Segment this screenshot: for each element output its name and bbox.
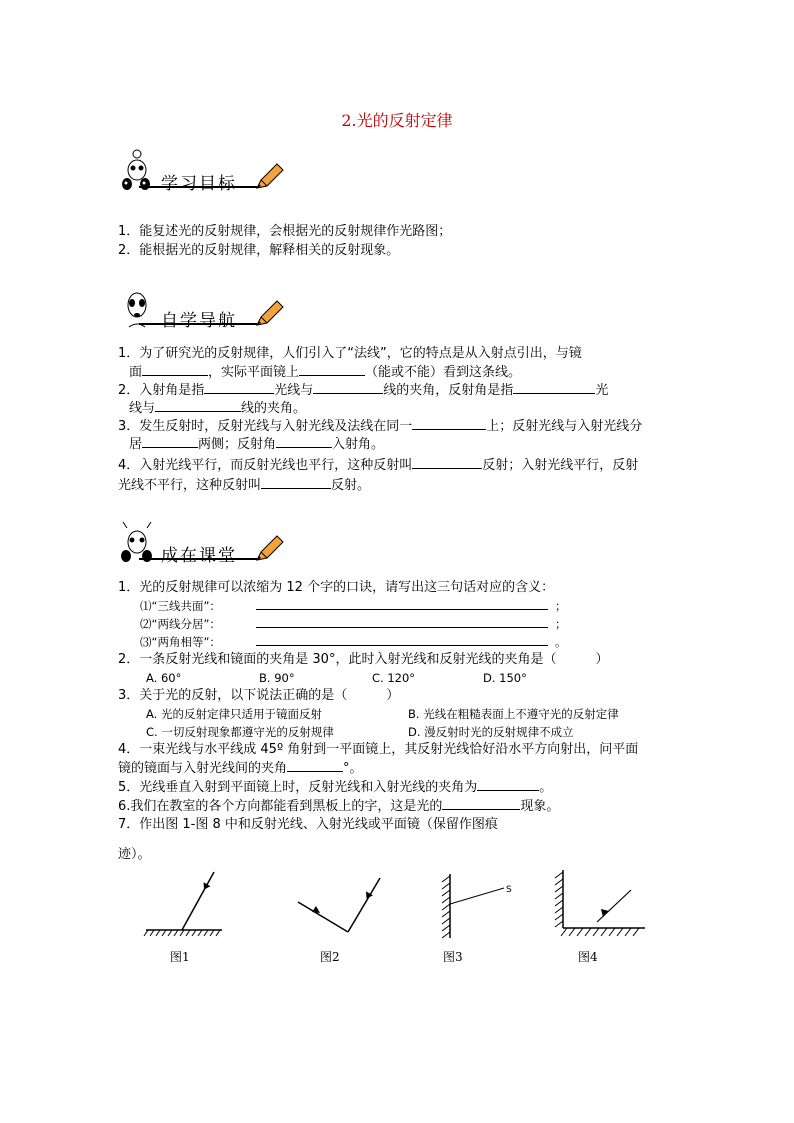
- answer-blank: [477, 778, 539, 791]
- punctuation: 。: [555, 635, 567, 649]
- classroom-q7-line1: 7．作出图 1-图 8 中和反射光线、入射光线或平面镜（保留作图痕: [118, 817, 498, 832]
- self-study-q1-line2: 面 ，实际平面镜上 （能或不能）看到这条线。: [129, 365, 522, 380]
- page-title: 2.光的反射定律: [341, 111, 453, 130]
- self-study-q3-line1: 3．发生反射时，反射光线与入射光线及法线在同一 上；反射光线与入射光线分: [118, 419, 643, 434]
- option: A. 60°: [146, 671, 182, 685]
- goal-item: 1．能复述光的反射规律，会根据光的反射规律作光路图；: [118, 224, 452, 239]
- classroom-q4-line1: 4．一束光线与水平线成 45º 角射到一平面镜上，其反射光线恰好沿水平方向射出，问平面: [118, 742, 639, 757]
- answer-blank: [261, 476, 331, 489]
- answer-line: [256, 627, 548, 628]
- answer-line: [256, 645, 548, 646]
- self-study-q4-line1: 4．入射光线平行，而反射光线也平行，这种反射叫 反射；入射光线平行，反射: [118, 458, 639, 473]
- section-heading-label: 成在课堂: [161, 546, 237, 566]
- answer-blank: [513, 381, 595, 394]
- answer-blank: [204, 381, 274, 394]
- answer-blank: [313, 381, 383, 394]
- figure-3: [430, 868, 530, 938]
- classroom-q6: 6.我们在教室的各个方向都能看到黑板上的字，这是光的 现象。: [118, 799, 560, 814]
- answer-blank: [155, 399, 241, 412]
- punctuation: ；: [555, 599, 567, 613]
- figure-2: [290, 868, 390, 938]
- pencil-icon: [255, 534, 285, 564]
- option: D. 150°: [483, 671, 527, 685]
- figure-caption: 图1: [170, 950, 190, 964]
- section-heading-classroom: [117, 520, 287, 570]
- self-study-q3-line2: 居 两侧；反射角 入射角。: [129, 437, 385, 452]
- option: A. 光的反射定律只适用于镜面反射: [146, 707, 322, 721]
- self-study-q2-line1: 2．入射角是指 光线与 线的夹角，反射角是指 光: [118, 383, 609, 398]
- classroom-q1: 1．光的反射规律可以浓缩为 12 个字的口诀，请写出这三句话对应的含义：: [118, 580, 555, 595]
- cartoon-mascot-icon: [117, 148, 157, 198]
- classroom-q1-item: ⑶“两角相等”：: [140, 635, 221, 649]
- answer-blank: [412, 456, 482, 469]
- answer-blank: [412, 417, 486, 430]
- figure-caption: 图4: [578, 950, 598, 964]
- figure-4: [545, 866, 655, 936]
- section-heading-label: 自学导航: [161, 311, 237, 331]
- self-study-q1-line1: 1．为了研究光的反射规律，人们引入了“法线”，它的特点是从入射点引出，与镜: [118, 346, 582, 361]
- classroom-q1-item: ⑴“三线共面”：: [140, 599, 221, 613]
- section-heading-label: 学习目标: [161, 174, 237, 194]
- option: D. 漫反射时光的反射规律不成立: [408, 725, 574, 739]
- self-study-q4-line2: 光线不平行，这种反射叫 反射。: [118, 478, 371, 493]
- answer-blank: [299, 363, 365, 376]
- classroom-q4-line2: 镜的镜面与入射光线间的夹角 °。: [118, 761, 363, 776]
- section-heading-self-study: [117, 285, 287, 335]
- option: C. 120°: [372, 671, 416, 685]
- classroom-q7-line2: 迹）。: [118, 847, 151, 862]
- answer-blank: [142, 435, 198, 448]
- cartoon-mascot-icon: [117, 520, 157, 570]
- classroom-q2: 2．一条反射光线和镜面的夹角是 30°，此时入射光线和反射光线的夹角是（ ）: [118, 652, 609, 667]
- answer-blank: [276, 435, 332, 448]
- point-label: S: [506, 885, 512, 895]
- classroom-q1-item: ⑵“两线分居”：: [140, 617, 221, 631]
- option: B. 90°: [259, 671, 295, 685]
- cartoon-mascot-icon: [117, 285, 157, 335]
- option: C. 一切反射现象都遵守光的反射规律: [146, 725, 334, 739]
- pencil-icon: [255, 299, 285, 329]
- pencil-icon: [255, 162, 285, 192]
- figure-caption: 图2: [320, 950, 340, 964]
- punctuation: ；: [555, 617, 567, 631]
- classroom-q5: 5．光线垂直入射到平面镜上时，反射光线和入射光线的夹角为 。: [118, 780, 553, 795]
- goal-item: 2．能根据光的反射规律，解释相关的反射现象。: [118, 243, 400, 258]
- answer-blank: [142, 363, 208, 376]
- answer-line: [256, 609, 548, 610]
- answer-blank: [442, 797, 520, 810]
- figure-caption: 图3: [443, 950, 463, 964]
- self-study-q2-line2: 线与 线的夹角。: [129, 401, 307, 416]
- section-heading-goals: [117, 148, 287, 198]
- answer-blank: [287, 759, 343, 772]
- figure-1: [140, 868, 240, 938]
- option: B. 光线在粗糙表面上不遵守光的反射定律: [408, 707, 619, 721]
- classroom-q3: 3．关于光的反射，以下说法正确的是（ ）: [118, 688, 400, 703]
